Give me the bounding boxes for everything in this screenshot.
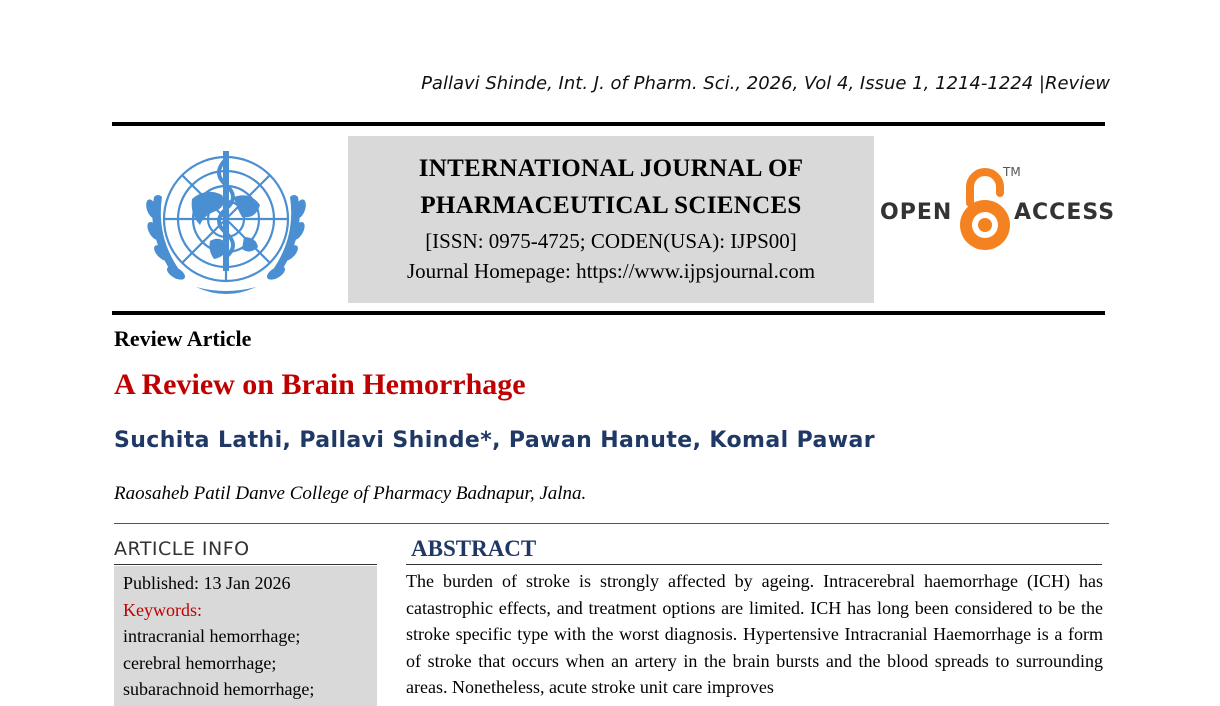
abstract-text: The burden of stroke is strongly affected by ageing. Intracerebral haemorrhage (ICH) has catastrophic effects, and treatment options are limited. ICH has long been considered to be the stroke specific type with the worst diagnosis. Hypertensive Intracranial Haemorrhage is a form of stroke that occurs when an artery in the brain bursts and the blood spreads to surrounding areas. Nonetheless, acute stroke unit care improves (406, 571, 1103, 697)
keyword-item: subarachnoid hemorrhage; (123, 679, 315, 699)
abstract-heading: ABSTRACT (411, 536, 537, 561)
keyword-item: intracranial hemorrhage; (123, 626, 301, 646)
article-title: A Review on Brain Hemorrhage (114, 368, 526, 401)
banner-bottom-rule (112, 311, 1105, 315)
abstract-underline (406, 564, 1102, 565)
journal-title-line2: PHARMACEUTICAL SCIENCES (420, 192, 802, 219)
article-type: Review Article (114, 326, 252, 351)
top-rule (112, 122, 1105, 126)
journal-title-line1: INTERNATIONAL JOURNAL OF (418, 155, 804, 182)
open-access-logo (878, 163, 1116, 258)
affiliation: Raosaheb Patil Danve College of Pharmacy Badnapur, Jalna. (114, 483, 587, 504)
article-info-heading: ARTICLE INFO (114, 538, 250, 560)
open-access-left-text: OPEN (880, 200, 953, 225)
article-info-box (114, 566, 377, 706)
author-list: Suchita Lathi, Pallavi Shinde*, Pawan Hanute, Komal Pawar (114, 428, 875, 453)
journal-emblem-icon (126, 137, 326, 307)
keyword-item: cerebral hemorrhage; (123, 652, 277, 673)
citation-header: Pallavi Shinde, Int. J. of Pharm. Sci., 2026, Vol 4, Issue 1, 1214-1224 |Review (421, 73, 1110, 94)
journal-banner (348, 136, 874, 303)
article-info-underline (114, 564, 377, 565)
published-date: Published: 13 Jan 2026 (123, 573, 291, 593)
open-access-right-text: ACCESS (1014, 200, 1116, 225)
journal-issn: [ISSN: 0975-4725; CODEN(USA): IJPS00] (425, 229, 797, 253)
journal-homepage: Journal Homepage: https://www.ijpsjournal.com (406, 259, 816, 283)
trademark-mark: TM (1003, 165, 1021, 179)
keywords-label: Keywords: (123, 599, 202, 620)
section-divider (114, 523, 1109, 524)
